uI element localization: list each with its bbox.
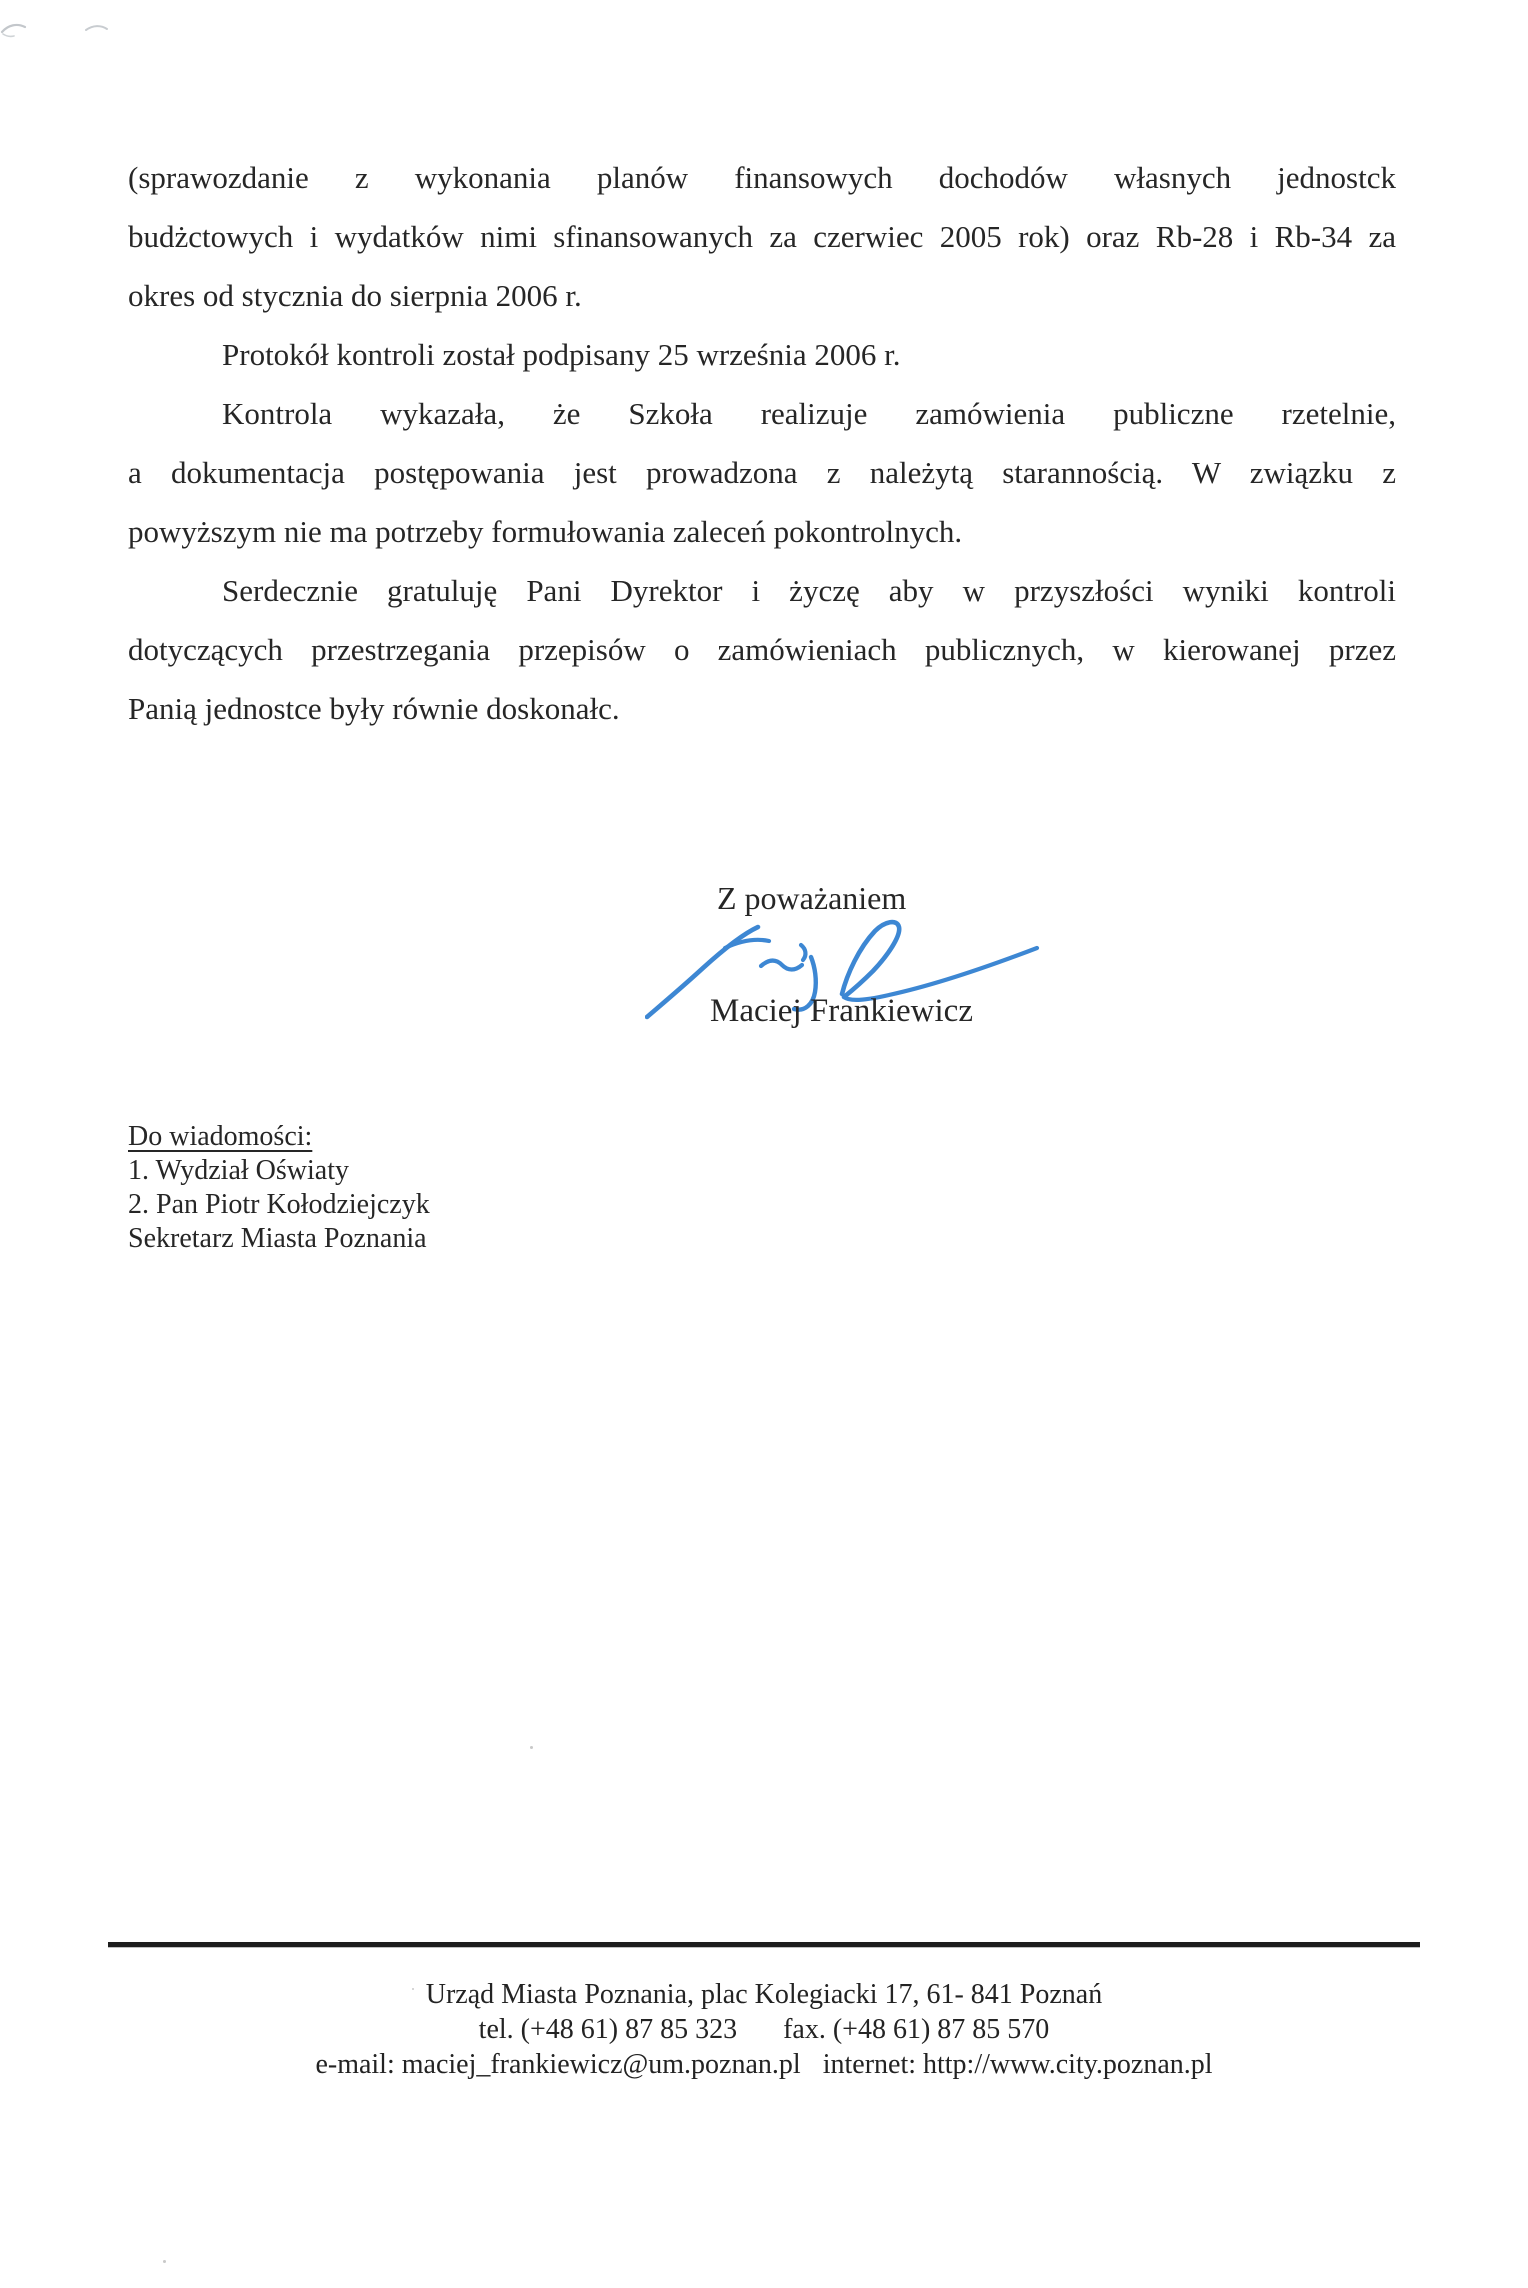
- footer-address: Urząd Miasta Poznania, plac Kolegiacki 17, 61- 841 Poznań: [425, 1979, 1103, 2010]
- distribution-heading: Do wiadomości:: [128, 1121, 313, 1152]
- list-item: Sekretarz Miasta Poznania: [128, 1223, 427, 1254]
- scan-speck: [163, 2260, 166, 2263]
- paragraph: [128, 561, 1396, 738]
- distribution-list: [128, 1120, 430, 1256]
- scan-speck: [530, 1746, 533, 1749]
- text-line: Panią jednostce były równie doskonałc.: [128, 691, 620, 726]
- footer: [0, 1977, 1528, 2082]
- footer-internet: internet: http://www.city.poznan.pl: [822, 2049, 1213, 2080]
- text-line: Protokół kontroli został podpisany 25 września 2006 r.: [222, 337, 901, 372]
- letter-body: [128, 148, 1396, 738]
- text-line: Serdecznie gratuluję Pani Dyrektor i życzę aby w przyszłości wyniki kontroli: [222, 573, 1396, 608]
- text-line: powyższym nie ma potrzeby formułowania zaleceń pokontrolnych.: [128, 514, 963, 549]
- closing-salutation: Z poważaniem: [717, 880, 907, 916]
- scan-artifact: [0, 14, 130, 54]
- footer-phones: [0, 2012, 1528, 2047]
- text-line: okres od stycznia do sierpnia 2006 r.: [128, 278, 582, 313]
- signer-name: Maciej Frankiewicz: [710, 993, 973, 1029]
- footer-web: [0, 2047, 1528, 2082]
- footer-divider: [108, 1942, 1420, 1947]
- paragraph: [128, 384, 1396, 561]
- paragraph: [128, 148, 1396, 325]
- text-line: Kontrola wykazała, że Szkoła realizuje zamówienia publiczne rzetelnie,: [222, 396, 1396, 431]
- text-line: dotyczących przestrzegania przepisów o zamówieniach publicznych, w kierowanej przez: [128, 632, 1396, 667]
- footer-fax: fax. (+48 61) 87 85 570: [783, 2014, 1050, 2045]
- list-item: 1. Wydział Oświaty: [128, 1155, 349, 1186]
- text-line: a dokumentacja postępowania jest prowadzona z należytą starannością. W związku z: [128, 455, 1396, 490]
- paragraph: [128, 325, 1396, 384]
- text-line: (sprawozdanie z wykonania planów finansowych dochodów własnych jednostck: [128, 160, 1396, 195]
- text-line: budżctowych i wydatków nimi sfinansowanych za czerwiec 2005 rok) oraz Rb-28 i Rb-34 za: [128, 219, 1396, 254]
- list-item: 2. Pan Piotr Kołodziejczyk: [128, 1189, 430, 1220]
- footer-tel: tel. (+48 61) 87 85 323: [478, 2014, 738, 2045]
- footer-email: e-mail: maciej_frankiewicz@um.poznan.pl: [315, 2049, 801, 2080]
